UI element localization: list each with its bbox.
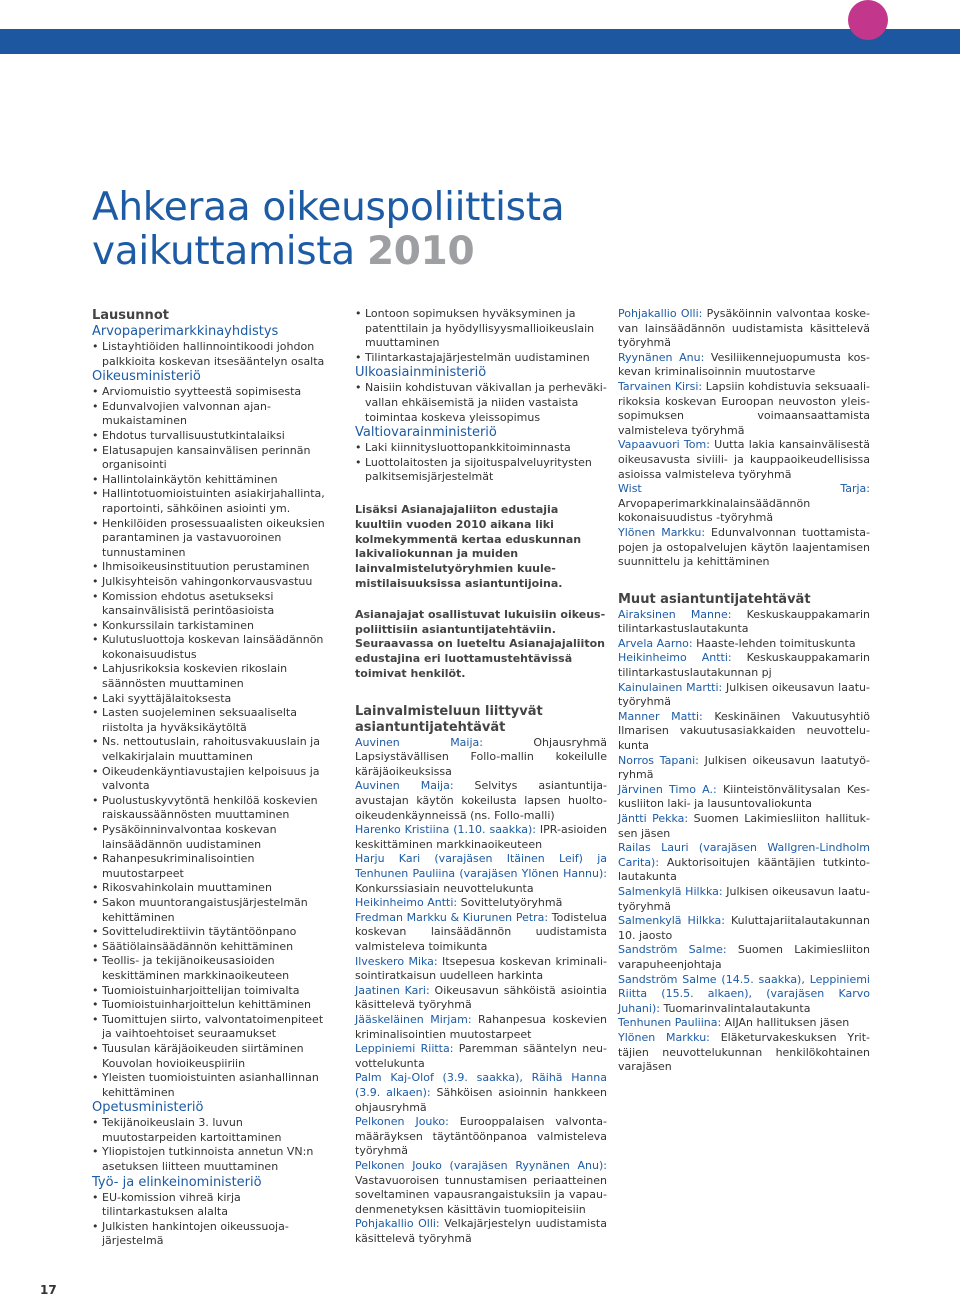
- entry-item: [618, 637, 870, 652]
- entry-item: [355, 984, 607, 1013]
- entry-item: [618, 608, 870, 637]
- person-name: Wist Tarja:: [618, 482, 870, 496]
- role-text: Sähköisen asioinnin hankkeen ohjausryhmä: [355, 1085, 607, 1114]
- top-color-bar: [0, 29, 960, 54]
- entry-item: [618, 307, 870, 351]
- person-name: Arvela Aarno:: [618, 636, 693, 650]
- list-item: • Säätiölainsäädännön kehittäminen: [92, 940, 334, 955]
- person-name: Leppiniemi Riitta:: [355, 1042, 454, 1056]
- entry-item: [355, 896, 607, 911]
- list-item: • Hallintotuomioistuinten asiakirjahallinta, raportointi, sähköinen asiointi ym.: [92, 487, 334, 516]
- list-item: • Luottolaitosten ja sijoituspalveluyritysten palkitsemisjärjestelmät: [355, 456, 607, 485]
- list-item: • Lasten suojeleminen seksuaaliselta riistolta ja hyväksikäytöltä: [92, 706, 334, 735]
- paragraph-consultations: Lisäksi Asianajajaliiton edustajia kuultiin vuoden 2010 aikana liki kolmekymmentä kertaa eduskunnan lakivaliokunnan ja muiden lainvalmistelutyöryhmien kuulemistilaisuuksissa asiantuntijoina.: [355, 502, 582, 590]
- role-text: Auktorisoitujen kääntäjien tutkintolautakunta: [618, 855, 870, 884]
- organization-heading: Opetusministeriö: [92, 1100, 204, 1116]
- person-name: Tenhunen Pauliina:: [618, 1016, 722, 1030]
- list-item: • Ehdotus turvallisuustutkintalaiksi: [92, 429, 334, 444]
- role-text: Keskinäinen Vakuutusyhtiö Ilmarisen vakuutusasiakkaiden neuvottelukunta: [618, 709, 870, 753]
- list-item: • Listayhtiöiden hallinnointikoodi johdon palkkioita koskevan itsesääntelyn osalta: [92, 340, 334, 369]
- role-text: Julkisen oikeusavun laatutyöryhmä: [618, 680, 870, 709]
- decorative-circle: [848, 0, 888, 40]
- entry-item: [618, 438, 870, 482]
- entry-item: [618, 380, 870, 438]
- role-text: Julkisen oikeusavun laatutyöryhmä: [618, 884, 870, 913]
- statement-list: [355, 441, 607, 485]
- list-item: • Naisiin kohdistuvan väkivallan ja perheväkivallan ehkäisemistä ja niiden vastaista toimintaa koskeva yleissopimus: [355, 381, 607, 425]
- list-item: • Henkilöiden prosessuaalisten oikeuksien parantaminen ja vastavuoroinen tunnustaminen: [92, 517, 334, 561]
- role-text: IPR-asioiden keskittäminen markkinaoikeuteen: [355, 823, 607, 851]
- person-name: Jäntti Pekka:: [618, 812, 689, 825]
- organization-heading: Valtiovarainministeriö: [355, 425, 497, 441]
- person-name: Fredman Markku & Kiurunen Petra:: [355, 910, 549, 924]
- person-name: Salmenkylä Hilkka:: [618, 884, 723, 898]
- entry-item: [355, 779, 607, 823]
- list-item: • Elatusapujen kansainvälisen perinnän organisointi: [92, 444, 334, 473]
- person-name: Kainulainen Martti:: [618, 680, 723, 694]
- entry-item: [618, 841, 870, 885]
- list-item: • Pysäköinninvalvontaa koskevan lainsäädännön uudistaminen: [92, 823, 334, 852]
- person-name: Salmenkylä Hilkka:: [618, 914, 725, 928]
- person-name: Pelkonen Jouko:: [355, 1115, 449, 1129]
- role-text: Julkisen oikeusavun laatutyöryhmä: [618, 753, 870, 782]
- entry-item: [355, 823, 607, 852]
- role-text: Arvopaperimarkkinalainsäädännön kokonaisuudistus -työryhmä: [618, 496, 811, 525]
- entry-item: [618, 526, 870, 570]
- list-item: • Julkisyhteisön vahingonkorvausvastuu: [92, 575, 334, 590]
- section-heading-other: Muut asiantuntijatehtävät: [618, 591, 811, 607]
- person-name: Railas Lauri (varajäsen Wallgren-Lindholm Carita):: [618, 841, 870, 869]
- role-text: Tuomarinvalintalautakunta: [659, 1001, 811, 1015]
- section-heading: Lausunnot: [92, 308, 169, 323]
- role-text: Konkurssiasiain neuvottelukunta: [355, 881, 534, 895]
- role-text: Paremman sääntelyn neuvottelukunta: [355, 1042, 607, 1070]
- list-item: • Rahanpesukriminalisointien muutostarpeet: [92, 852, 334, 881]
- role-text: Kuluttajariitalautakunnan 10. jaosto: [618, 914, 870, 942]
- person-name: Ylönen Markku:: [618, 525, 706, 539]
- list-item: • Hallintolainkäytön kehittäminen: [92, 473, 334, 488]
- list-item: • Teollis- ja tekijänoikeusasioiden keskittäminen markkinaoikeuteen: [92, 954, 334, 983]
- statement-list: [355, 307, 607, 365]
- role-text: Velkajärjestelyn uudistamista käsittelevä työryhmä: [355, 1217, 607, 1245]
- list-item: • Sovitteludirektiivin täytäntöönpano: [92, 925, 334, 940]
- entry-item: [618, 973, 870, 1017]
- role-text: Vesiliikennejuopumusta koskevan kriminalisoinnin muutostarve: [618, 350, 871, 379]
- entry-item: [618, 754, 870, 783]
- person-name: Palm Kaj-Olof (3.9. saakka), Räihä Hanna (3.9. alkaen):: [355, 1071, 607, 1099]
- organization-heading: Ulkoasiainministeriö: [355, 365, 487, 381]
- person-name: Pohjakallio Olli:: [355, 1217, 440, 1231]
- organization-heading: Arvopaperimarkkinayhdistys: [92, 324, 279, 339]
- list-item: • Tuomioistuinharjoittelun kehittäminen: [92, 998, 334, 1013]
- entry-item: [355, 1071, 607, 1115]
- page-title: Ahkeraa oikeuspoliittista vaikuttamista 2010: [92, 185, 565, 274]
- person-name: Harenko Kristiina (1.10. saakka):: [355, 823, 536, 837]
- person-name: Jääskeläinen Mirjam:: [355, 1012, 472, 1026]
- entry-item: [618, 1031, 870, 1075]
- entry-item: [618, 351, 870, 380]
- entry-item: [618, 482, 870, 526]
- person-name: Sandström Salme:: [618, 943, 727, 957]
- entry-item: [355, 1013, 607, 1042]
- list-item: • EU-komission vihreä kirja tilintarkastuksen alalta: [92, 1191, 334, 1220]
- role-text: Lapsiin kohdistuvia seksuaalirikoksia koskevan Euroopan neuvoston yleissopimuksen voimaansaattamista valmisteleva työryhmä: [618, 379, 870, 437]
- entry-item: [618, 885, 870, 914]
- person-name: Auvinen Maija:: [355, 779, 454, 793]
- list-item: • Yliopistojen tutkinnoista annetun VN:n asetuksen liitteen muuttaminen: [92, 1145, 334, 1174]
- list-item: • Arviomuistio syytteestä sopimisesta: [92, 385, 334, 400]
- list-item: • Puolustuskyvytöntä henkilöä koskevien raiskaussäännösten muuttaminen: [92, 794, 334, 823]
- list-item: • Tekijänoikeuslain 3. luvun muutostarpeiden kartoittaminen: [92, 1116, 334, 1145]
- organization-heading: Työ- ja elinkeinoministeriö: [92, 1174, 262, 1190]
- role-text: Pysäköinnin valvontaa koskevan lainsäädännön uudistamista käsittelevä työryhmä: [618, 307, 870, 350]
- list-item: • Ns. nettoutuslain, rahoitusvakuuslain ja velkakirjalain muuttaminen: [92, 735, 334, 764]
- role-text: Rahanpesua koskevien kriminalisointien muutostarpeet: [355, 1012, 607, 1041]
- column-statements: [92, 307, 334, 1249]
- list-item: • Julkisten hankintojen oikeussuojajärjestelmä: [92, 1220, 334, 1249]
- list-item: • Yleisten tuomioistuinten asianhallinnan kehittäminen: [92, 1071, 334, 1100]
- person-name: Heikinheimo Antti:: [355, 896, 458, 910]
- role-text: Edunvalvonnan tuottamistapojen ja ostopalvelujen käytön laajentamisen suunnittelu ja kehittäminen: [618, 525, 870, 569]
- role-text: Uutta lakia kansainvälisestä oikeusavusta siviili- ja kauppaoikeudellisissa asioissa valmisteleva työryhmä: [618, 438, 870, 481]
- entry-item: [618, 914, 870, 943]
- person-name: Jaatinen Kari:: [355, 983, 430, 997]
- list-item: • Edunvalvojien valvonnan ajanmukaistaminen: [92, 400, 334, 429]
- statement-list: [92, 385, 334, 1100]
- entry-item: [355, 955, 607, 984]
- list-item: • Oikeudenkäyntiavustajien kelpoisuus ja valvonta: [92, 765, 334, 794]
- role-text: Kiinteistönvälitysalan Keskusliiton laki- ja lausuntovaliokunta: [618, 782, 870, 811]
- role-text: Sovittelutyöryhmä: [457, 896, 563, 910]
- list-item: • Tuusulan käräjäoikeuden siirtäminen Kouvolan hovioikeuspiiriin: [92, 1042, 334, 1071]
- person-name: Vapaavuori Tom:: [618, 438, 710, 452]
- role-text: Eurooppalaisen valvontamääräyksen täytäntöönpanoa valmisteleva työryhmä: [355, 1115, 607, 1158]
- person-name: Manner Matti:: [618, 709, 703, 723]
- paragraph-experts: Asianajajat osallistuvat lukuisiin oikeuspoliittisiin asiantuntijatehtäviin. Seuraavassa on lueteltu Asianajajaliiton edustajina eri luottamustehtävissä toimivat henkilöt.: [355, 607, 606, 680]
- entry-item: [355, 1115, 607, 1159]
- list-item: • Tuomittujen siirto, valvontatoimenpiteet ja vaihtoehtoiset seuraamukset: [92, 1013, 334, 1042]
- list-item: • Ihmisoikeusinstituution perustaminen: [92, 560, 334, 575]
- entry-item: [618, 1016, 870, 1031]
- list-item: • Laki kiinnitysluottopankkitoiminnasta: [355, 441, 607, 456]
- list-item: • Rikosvahinkolain muuttaminen: [92, 881, 334, 896]
- person-name: Ryynänen Anu:: [618, 350, 705, 364]
- person-name: Auvinen Maija:: [355, 735, 483, 749]
- page-number: 17: [40, 1283, 57, 1297]
- role-text: Oikeusavun sähköistä asiointia käsittelevä työryhmä: [355, 983, 607, 1012]
- role-text: Ohjausryhmä Lapsiystävällisen Follo-mallin kokeilulle käräjäoikeuksissa: [355, 735, 607, 778]
- statement-list: [92, 1116, 334, 1174]
- list-item: • Komission ehdotus asetukseksi kansainvälisistä perintöasioista: [92, 590, 334, 619]
- column-middle: [355, 307, 607, 1246]
- entry-item: [355, 1217, 607, 1246]
- list-item: • Konkurssilain tarkistaminen: [92, 619, 334, 634]
- role-text: AIJAn hallituksen jäsen: [721, 1016, 850, 1030]
- statement-list: [92, 1191, 334, 1249]
- entry-item: [355, 736, 607, 780]
- person-name: Airaksinen Manne:: [618, 607, 732, 621]
- list-item: • Kulutusluottoja koskevan lainsäädännön kokonaisuudistus: [92, 633, 334, 662]
- list-item: • Lontoon sopimuksen hyväksyminen ja patenttilain ja hyödyllisyysmallioikeuslain muuttaminen: [355, 307, 607, 351]
- entry-item: [355, 852, 607, 896]
- entry-item: [355, 911, 607, 955]
- entry-item: [618, 943, 870, 972]
- role-text: Todistelua koskevan lainsäädännön uudistamista valmisteleva toimikunta: [355, 910, 607, 954]
- entry-item: [618, 812, 870, 841]
- entry-item: [355, 1159, 607, 1217]
- entry-item: [355, 1042, 607, 1071]
- list-item: • Laki syyttäjälaitoksesta: [92, 692, 334, 707]
- entry-item: [618, 681, 870, 710]
- person-name: Ylönen Markku:: [618, 1030, 710, 1044]
- person-name: Heikinheimo Antti:: [618, 651, 732, 665]
- role-text: Keskuskauppakamarin tilintarkastuslautakunta: [618, 607, 870, 636]
- role-text: Haaste-lehden toimituskunta: [692, 636, 856, 650]
- statement-list: [355, 381, 607, 425]
- organization-heading: Oikeusministeriö: [92, 369, 201, 385]
- entry-item: [618, 710, 870, 754]
- role-text: Eläketurvakeskuksen Yrittäjien neuvottelukunnan henkilökohtainen varajäsen: [618, 1030, 870, 1074]
- column-right: [618, 307, 870, 1075]
- role-text: Itsepesua koskevan kriminalisointiratkaisun uudelleen harkinta: [355, 954, 607, 983]
- person-name: Järvinen Timo A.:: [618, 782, 717, 796]
- person-name: Pohjakallio Olli:: [618, 307, 703, 320]
- list-item: • Sakon muuntorangaistusjärjestelmän kehittäminen: [92, 896, 334, 925]
- role-text: Selvitys asiantuntija-avustajan käytön kokeilusta lapsen huolto-oikeudenkäynneissä (ns. Follo-malli): [355, 779, 607, 822]
- person-name: Pelkonen Jouko (varajäsen Ryynänen Anu):: [355, 1158, 607, 1172]
- entry-item: [618, 783, 870, 812]
- list-item: • Tuomioistuinharjoittelijan toimivalta: [92, 984, 334, 999]
- list-item: • Lahjusrikoksia koskevien rikoslain säännösten muuttaminen: [92, 662, 334, 691]
- statement-list: [92, 340, 334, 369]
- entry-item: [618, 651, 870, 680]
- role-text: Keskuskauppakamarin tilintarkastuslautakunnan pj: [618, 651, 870, 680]
- list-item: • Tilintarkastajajärjestelmän uudistaminen: [355, 351, 607, 366]
- person-name: Ilveskero Mika:: [355, 954, 438, 968]
- person-name: Sandström Salme (14.5. saakka), Leppiniemi Riitta (15.5. alkaen), (varajäsen Karvo Juhani):: [618, 972, 870, 1015]
- person-name: Tarvainen Kirsi:: [618, 379, 703, 393]
- person-name: Norros Tapani:: [618, 753, 699, 767]
- person-name: Harju Kari (varajäsen Itäinen Leif) ja Tenhunen Pauliina (varajäsen Ylönen Hannu):: [355, 852, 607, 881]
- role-text: Vastavuoroisen tunnustamisen periaatteinen soveltaminen vapausrangaistuksiin ja vapaudenmenetyksen käsittävin tuomiopiteisiin: [355, 1173, 607, 1216]
- role-text: Suomen Lakimiesliiton varapuheenjohtaja: [618, 943, 870, 971]
- section-heading-legislative: Lainvalmisteluun liittyvät asiantuntijatehtävät: [355, 703, 543, 735]
- role-text: Suomen Lakimiesliiton hallituksen jäsen: [618, 812, 871, 840]
